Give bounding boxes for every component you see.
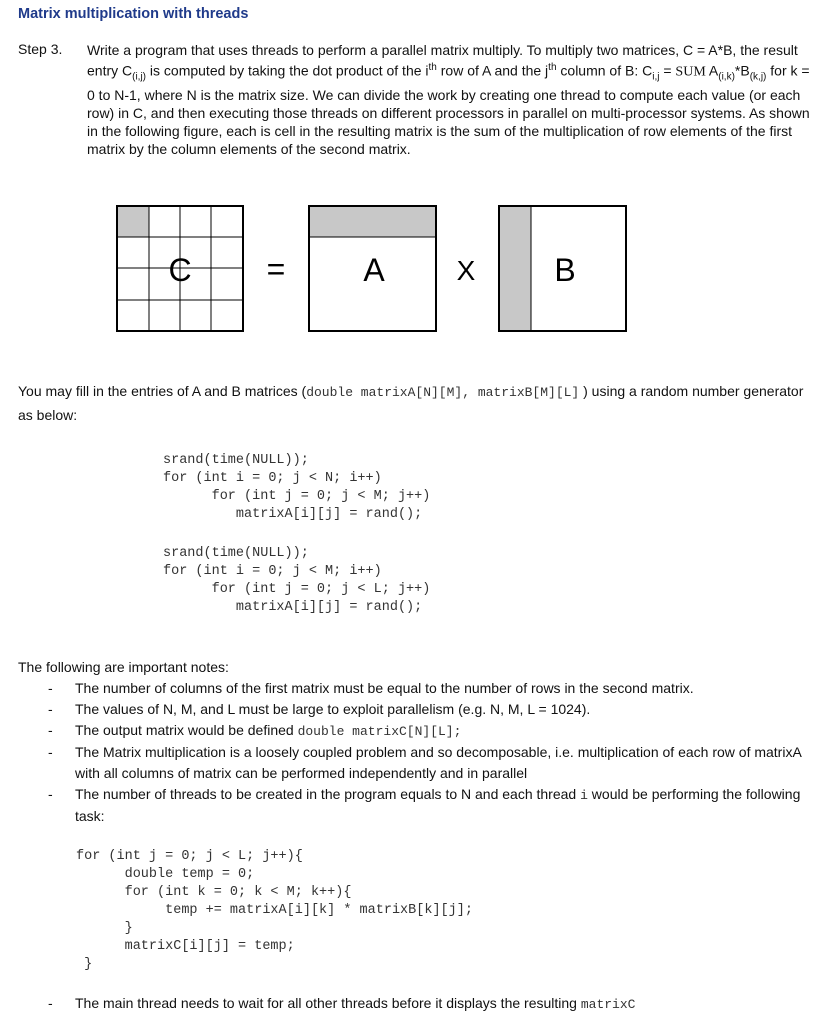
note-text: The values of N, M, and L must be large to exploit parallelism (e.g. N, M, L = 1024).: [75, 701, 591, 717]
dash-bullet: -: [48, 722, 53, 738]
superscript: th: [548, 62, 557, 73]
step-text: Write a program that uses threads to perform a parallel matrix multiply. To multiply two matrices, C = A*B, the result entry C: [87, 42, 798, 79]
superscript: th: [428, 62, 437, 73]
note-text: The number of columns of the first matrix must be equal to the number of rows in the second matrix.: [75, 680, 694, 696]
fill-paragraph: [18, 380, 808, 426]
step-text: for k = 0 to N-1, where N is the matrix size. We can divide the work by creating one thread to compute each value (or each row) in C, and then executing those threads on different processors in parallel on multi-processor systems. As shown in the following figure, each is cell in the resulting matrix is the sum of the multiplication of row elements of the first matrix by the column elements of the second matrix.: [87, 62, 810, 158]
matrix-a: [309, 206, 436, 331]
code-block-matrix-b: srand(time(NULL)); for (int i = 0; j < M; i++) for (int j = 0; j < L; j++) matrixA[i][j] = rand();: [163, 546, 431, 615]
dash-bullet: -: [48, 744, 53, 760]
note-text: The Matrix multiplication is a loosely coupled problem and so decomposable, i.e. multiplication of each row of matrixA with all columns of matrix can be performed independently and in parallel: [75, 744, 802, 781]
step-text: A: [705, 62, 719, 79]
inline-code: matrixC: [580, 997, 636, 1012]
times-sign: X: [456, 255, 476, 286]
step-label: Step 3.: [18, 41, 63, 57]
dash-bullet: -: [48, 680, 53, 696]
matrix-diagram: [0, 200, 833, 340]
list-item: [18, 784, 818, 827]
subscript: (i,j): [132, 71, 147, 83]
dash-bullet: -: [48, 995, 53, 1011]
page-title: Matrix multiplication with threads: [18, 6, 249, 22]
step-text: *B: [734, 62, 750, 79]
step-description: [87, 41, 813, 158]
sum-symbol: SUM: [675, 64, 706, 80]
subscript: (i,k): [718, 71, 735, 83]
list-item: [18, 678, 818, 699]
equals-sign: =: [266, 251, 286, 287]
code-block-thread-task: for (int j = 0; j < L; j++){ double temp = 0; for (int k = 0; k < M; k++){ temp += matrixA[i][k] * matrixB[k][j]; } matrixC[i][j] = temp; }: [76, 849, 473, 972]
dash-bullet: -: [48, 701, 53, 717]
notes-section: [18, 656, 818, 827]
note-text: The output matrix would be defined: [75, 722, 298, 738]
note-text: The number of threads to be created in the program equals to N and each thread: [75, 786, 581, 802]
matrix-c: [117, 206, 243, 331]
paragraph-text: You may fill in the entries of A and B matrices (: [18, 383, 307, 399]
step-text: =: [659, 62, 676, 79]
paragraph-text: ) using a random number generator as below:: [18, 383, 804, 423]
matrix-a-label: A: [363, 252, 385, 288]
note-text: would be performing the following task:: [75, 786, 801, 824]
note-text: The main thread needs to wait for all other threads before it displays the resulting: [75, 995, 581, 1011]
list-item: [18, 742, 818, 784]
list-item: [18, 699, 818, 720]
subscript: (k,j): [749, 71, 767, 83]
subscript: i,j: [652, 71, 660, 83]
dash-bullet: -: [48, 786, 53, 802]
notes-list: [18, 678, 818, 827]
notes-intro: The following are important notes:: [18, 659, 229, 675]
matrix-c-label: C: [168, 252, 192, 288]
matrix-b-label: B: [554, 252, 576, 288]
step-text: is computed by taking the dot product of the i: [146, 62, 429, 79]
code-block-matrix-a: srand(time(NULL)); for (int i = 0; j < N; i++) for (int j = 0; j < M; j++) matrixA[i][j] = rand();: [163, 453, 431, 522]
inline-code: i: [580, 788, 588, 803]
list-item: [18, 720, 818, 742]
step-text: row of A and the j: [436, 62, 549, 79]
matrix-b: [499, 206, 626, 331]
inline-code: double matrixA[N][M], matrixB[M][L]: [306, 385, 580, 400]
step-text: column of B: C: [556, 62, 653, 79]
inline-code: double matrixC[N][L];: [297, 724, 462, 739]
